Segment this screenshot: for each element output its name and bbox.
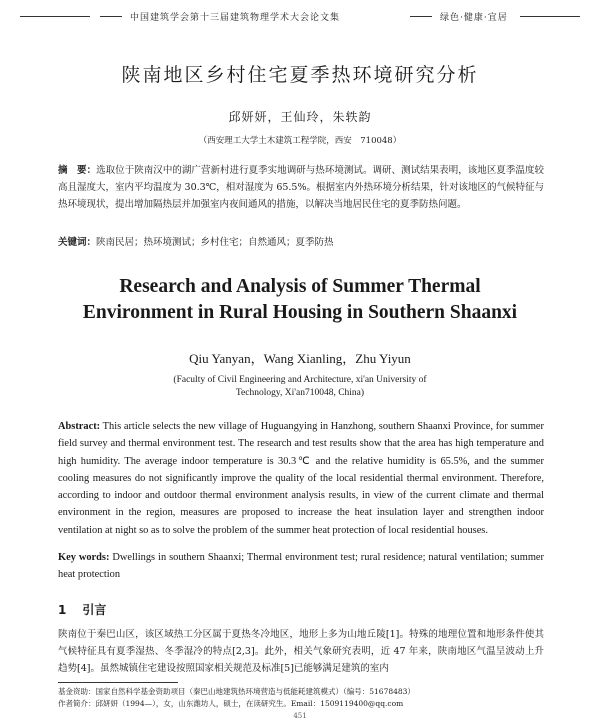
footnote-author: 作者简介：邱妍妍（1994—），女，山东潍坊人，硕士，在读研究生。Email：1509119400@qq.com (58, 699, 404, 708)
footnotes (58, 686, 558, 710)
keywords-cn (58, 234, 544, 248)
footnote-fund: 基金资助：国家自然科学基金资助项目（秦巴山地建筑热环境营造与低能耗建筑模式）（编号：51678483） (58, 687, 415, 696)
title-en-line1: Research and Analysis of Summer Thermal (119, 276, 481, 297)
footnote-rule (58, 682, 178, 683)
header-rule-right (520, 16, 580, 17)
affiliation-en (0, 374, 600, 400)
authors-en: Qiu Yanyan，Wang Xianling，Zhu Yiyun (189, 351, 411, 366)
running-header (0, 8, 600, 28)
section-number: 1 (58, 603, 67, 617)
page-number: 451 (293, 712, 307, 720)
affiliation-en-line2: Technology, Xi'an710048, China) (235, 388, 365, 398)
page-title-cn: 陕南地区乡村住宅夏季热环境研究分析 (121, 64, 479, 86)
abstract-cn-label: 摘 要： (58, 165, 97, 176)
keywords-cn-label: 关键词： (58, 237, 97, 248)
header-journal: 中国建筑学会第十三届建筑物理学术大会论文集 (130, 13, 341, 23)
header-section: 绿色·健康·宜居 (440, 13, 508, 23)
affiliation-cn: （西安理工大学土木建筑工程学院，西安 710048） (198, 136, 402, 146)
abstract-en (58, 418, 544, 539)
header-rule-mid (410, 16, 432, 17)
abstract-cn-text: 选取位于陕南汉中的湖广营新村进行夏季实地调研与热环境测试。调研、测试结果表明，该地区夏季温度较高且湿度大，室内平均温度为 30.3℃，相对湿度为 65.5%。根据室内外热环境分析结果，针对该地区的气候特征与热环境现状，提出增加隔热层并加强室内夜间通风的措施，以解决当地居民住宅的夏季防热问题。 (58, 165, 544, 210)
header-rule-left (20, 16, 90, 17)
section-heading (58, 601, 122, 618)
keywords-en-label: Key words: (58, 552, 110, 563)
abstract-cn (58, 162, 544, 213)
keywords-en (58, 549, 544, 583)
authors-cn: 邱妍妍，王仙玲，朱轶韵 (228, 110, 372, 124)
page-title-en (0, 274, 600, 326)
header-rule-left-short (100, 16, 122, 17)
section-title: 引言 (82, 603, 107, 617)
abstract-en-text: This article selects the new village of Huguangying in Hanzhong, southern Shaanxi Province, for summer field survey and thermal environment test. The research and test results show that the area has high temperature and high humidity. The average indoor temperature is 30.3℃ and the relative humidity is 65.5%, and the summer cooling measures do not significantly improve the quality of the local residential thermal environment. Therefore, according to indoor and outdoor thermal environment analysis results, in view of the current climate and thermal environment in the region, measures are proposed to increase the heat insulation layer and strengthen indoor ventilation at night so as to solve the problem of the summer heat protection of local residential houses. (58, 421, 544, 536)
keywords-en-text: Dwellings in southern Shaanxi; Thermal environment test; rural residence; natural ventilation; summer heat protection (58, 552, 544, 580)
body-paragraph: 陕南位于秦巴山区，该区域热工分区属于夏热冬冷地区，地形上多为山地丘陵[1]。特殊的地理位置和地形条件使其气候特征具有夏季湿热、冬季湿冷的特点[2,3]。此外，相关气象研究表明，近 47 年来，陕南地区气温呈波动上升趋势[4]。虽然城镇住宅建设按照国家相关规范及标准[5]已能够满足建筑的室内 (58, 629, 544, 674)
abstract-en-label: Abstract: (58, 421, 101, 432)
title-en-line2: Environment in Rural Housing in Southern Shaanxi (82, 302, 518, 323)
affiliation-en-line1: (Faculty of Civil Engineering and Architecture, xi'an University of (173, 375, 427, 385)
keywords-cn-text: 陕南民居；热环境测试；乡村住宅；自然通风；夏季防热 (96, 237, 334, 248)
